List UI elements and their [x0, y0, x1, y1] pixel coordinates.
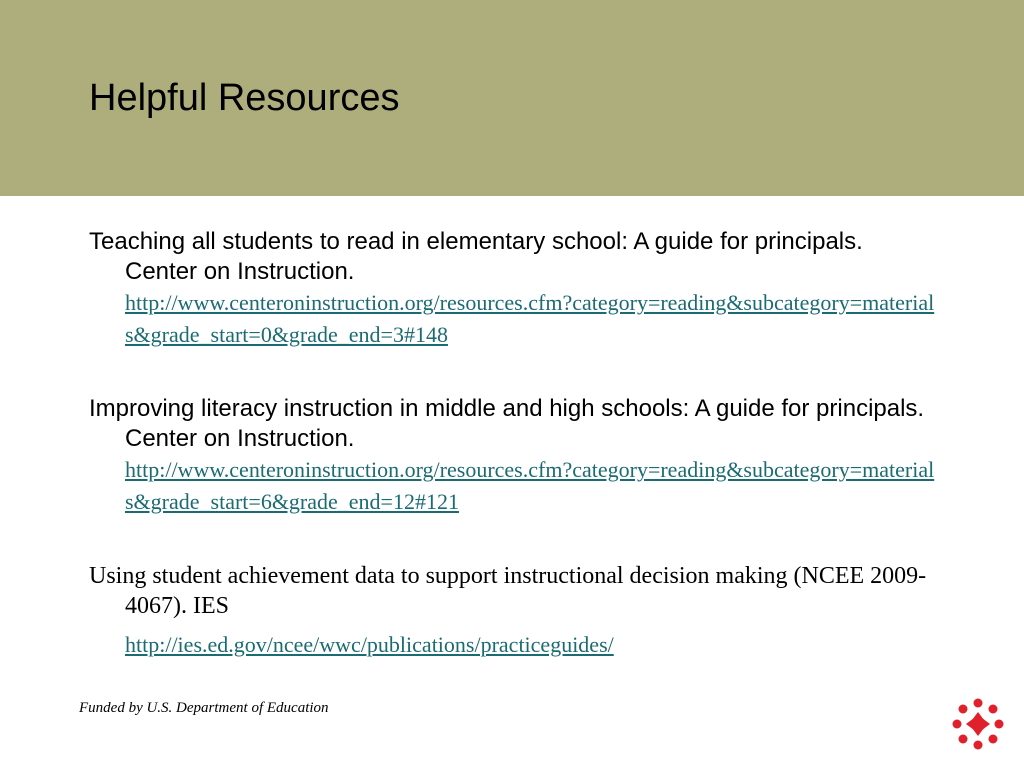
resource-description: Using student achievement data to support instructional decision making (NCEE 2009-4067). IES — [89, 563, 927, 619]
resource-item — [89, 394, 941, 518]
resource-description: Teaching all students to read in elementary school: A guide for principals. Center on Instruction. — [89, 228, 863, 285]
slide-title: Helpful Resources — [89, 77, 400, 119]
resource-link[interactable]: http://www.centeroninstruction.org/resources.cfm?category=reading&subcategory=materials&grade_start=0&grade_end=3#148 — [125, 290, 935, 347]
red-dot-starburst-logo-icon — [952, 698, 1004, 750]
resource-item — [89, 227, 941, 351]
resource-item — [89, 561, 941, 661]
funding-note: Funded by U.S. Department of Education — [79, 700, 329, 716]
resource-link[interactable]: http://ies.ed.gov/ncee/wwc/publications/practiceguides/ — [125, 632, 614, 657]
resource-link[interactable]: http://www.centeroninstruction.org/resources.cfm?category=reading&subcategory=materials&grade_start=6&grade_end=12#121 — [125, 457, 935, 514]
header-band — [0, 0, 1024, 196]
resource-description: Improving literacy instruction in middle and high schools: A guide for principals. Center on Instruction. — [89, 395, 925, 452]
